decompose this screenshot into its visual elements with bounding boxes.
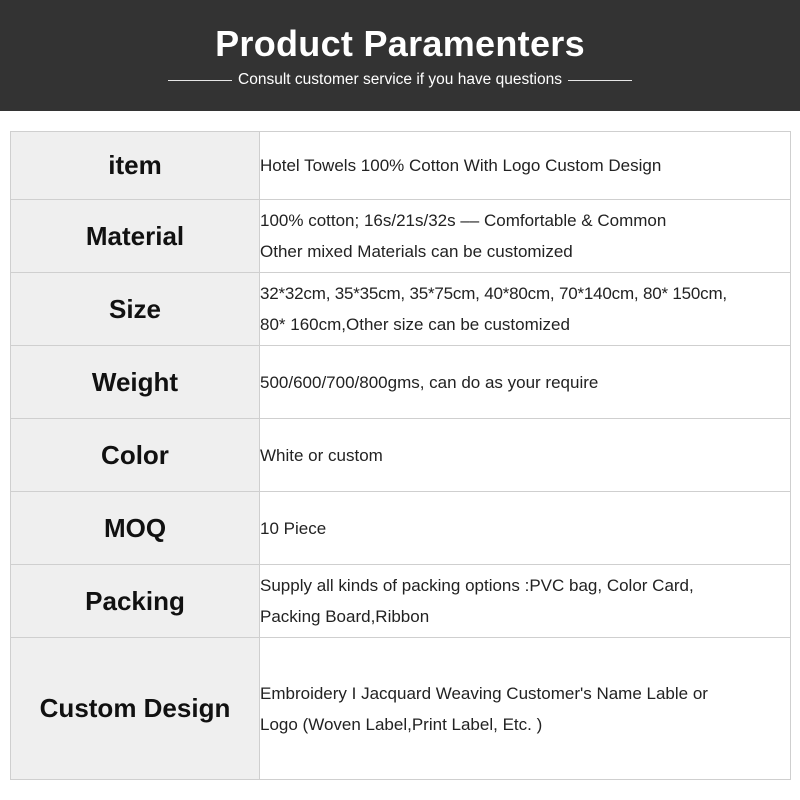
row-value [260, 492, 791, 565]
table-row [11, 638, 791, 780]
row-value [260, 273, 791, 346]
row-label: Color [11, 419, 260, 492]
header-banner [0, 0, 800, 111]
parameters-table [10, 131, 791, 780]
value-line: Other mixed Materials can be customized [260, 242, 573, 261]
value-line: Packing Board,Ribbon [260, 607, 430, 626]
value-line: Supply all kinds of packing options :PVC bag, Color Card, [260, 576, 694, 595]
row-value [260, 565, 791, 638]
row-value [260, 200, 791, 273]
row-label: Weight [11, 346, 260, 419]
divider-right [568, 80, 632, 81]
row-value [260, 419, 791, 492]
row-value [260, 346, 791, 419]
value-line: 500/600/700/800gms, can do as your require [260, 372, 599, 392]
page-title: Product Paramenters [215, 23, 585, 64]
table-row [11, 565, 791, 638]
table-row [11, 200, 791, 273]
row-label: Custom Design [11, 638, 260, 780]
table-row [11, 419, 791, 492]
value-line: Logo (Woven Label,Print Label, Etc. ) [260, 714, 543, 734]
divider-left [168, 80, 232, 81]
row-value [260, 638, 791, 780]
row-label: MOQ [11, 492, 260, 565]
row-label: Size [11, 273, 260, 346]
page-subtitle: Consult customer service if you have questions [238, 71, 562, 88]
value-line: 32*32cm, 35*35cm, 35*75cm, 40*80cm, 70*140cm, 80* 150cm, [260, 284, 727, 303]
table-row [11, 273, 791, 346]
row-label: item [11, 132, 260, 200]
value-line: Embroidery I Jacquard Weaving Customer's Name Lable or [260, 683, 708, 703]
row-label: Material [11, 200, 260, 273]
table-row [11, 132, 791, 200]
value-line: White or custom [260, 445, 383, 465]
table-row [11, 346, 791, 419]
value-line: 80* 160cm,Other size can be customized [260, 315, 570, 334]
value-line: 100% cotton; 16s/21s/32s –– Comfortable & Common [260, 211, 667, 230]
row-value [260, 132, 791, 200]
table-row [11, 492, 791, 565]
subtitle-row [0, 70, 800, 90]
value-line: Hotel Towels 100% Cotton With Logo Custom Design [260, 156, 662, 175]
row-label: Packing [11, 565, 260, 638]
value-line: 10 Piece [260, 518, 327, 538]
